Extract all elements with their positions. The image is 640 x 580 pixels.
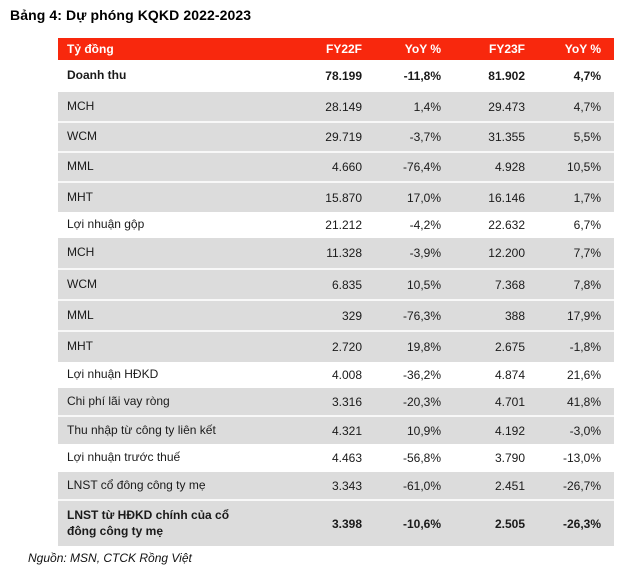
- row-label-cell: WCM: [58, 269, 240, 300]
- value-cell: 3.398: [240, 500, 362, 546]
- value-cell: 17,9%: [525, 300, 614, 331]
- table-header: [58, 38, 614, 60]
- row-label-cell: Lợi nhuận HĐKD: [67, 367, 159, 382]
- value-cell: 2.505: [441, 500, 525, 546]
- value-cell: 1,4%: [362, 92, 441, 122]
- value-cell: 2.675: [441, 331, 525, 362]
- value-cell: 41,8%: [525, 388, 614, 416]
- column-header: YoY %: [525, 38, 614, 60]
- row-label-cell: MCH: [58, 92, 240, 122]
- value-cell: -11,8%: [403, 69, 441, 83]
- value-cell: -26,7%: [525, 472, 614, 500]
- value-cell: 7,8%: [525, 269, 614, 300]
- value-cell: -3,0%: [525, 416, 614, 444]
- column-header-unit: Tỷ đồng: [58, 38, 240, 60]
- row-label-cell: Chi phí lãi vay ròng: [58, 388, 240, 416]
- value-cell: 4.701: [441, 388, 525, 416]
- value-cell: 16.146: [441, 182, 525, 212]
- value-cell: 5,5%: [525, 122, 614, 152]
- value-cell: 22.632: [488, 218, 525, 232]
- value-cell: 21.212: [325, 218, 362, 232]
- value-cell: 4.192: [441, 416, 525, 444]
- row-label-cell: Lợi nhuận gộp: [67, 217, 145, 232]
- value-cell: 29.473: [441, 92, 525, 122]
- value-cell: 10,5%: [362, 269, 441, 300]
- value-cell: 3.343: [240, 472, 362, 500]
- value-cell: 4.463: [331, 451, 362, 465]
- value-cell: 4,7%: [573, 69, 601, 83]
- value-cell: 21,6%: [566, 368, 601, 382]
- table-row: [58, 444, 614, 472]
- value-cell: 29.719: [240, 122, 362, 152]
- value-cell: -3,7%: [362, 122, 441, 152]
- table-row: [58, 331, 614, 362]
- value-cell: 19,8%: [362, 331, 441, 362]
- table-row: [58, 122, 614, 152]
- value-cell: -1,8%: [525, 331, 614, 362]
- kqkd-forecast-table: [58, 38, 614, 546]
- value-cell: -20,3%: [362, 388, 441, 416]
- value-cell: -61,0%: [362, 472, 441, 500]
- value-cell: 11.328: [240, 238, 362, 269]
- value-cell: 2.720: [240, 331, 362, 362]
- forecast-table: [58, 38, 614, 546]
- value-cell: -26,3%: [525, 500, 614, 546]
- value-cell: -13,0%: [562, 451, 601, 465]
- value-cell: -3,9%: [362, 238, 441, 269]
- value-cell: 2.451: [441, 472, 525, 500]
- source-note: Nguồn: MSN, CTCK Rồng Việt: [28, 551, 192, 565]
- value-cell: 17,0%: [362, 182, 441, 212]
- value-cell: 3.316: [240, 388, 362, 416]
- value-cell: -76,3%: [362, 300, 441, 331]
- table-row: [58, 92, 614, 122]
- row-label-cell: Thu nhập từ công ty liên kết: [58, 416, 240, 444]
- value-cell: 4.008: [331, 368, 362, 382]
- value-cell: 388: [441, 300, 525, 331]
- value-cell: 6,7%: [573, 218, 601, 232]
- row-label-cell: MCH: [58, 238, 240, 269]
- value-cell: 3.790: [494, 451, 525, 465]
- row-label-cell: LNST từ HĐKD chính của cổ đông công ty mẹ: [58, 500, 240, 546]
- table-row: [58, 269, 614, 300]
- table-row: [58, 238, 614, 269]
- value-cell: 4.660: [240, 152, 362, 182]
- value-cell: -4,2%: [409, 218, 441, 232]
- row-label-cell: MML: [58, 152, 240, 182]
- value-cell: 1,7%: [525, 182, 614, 212]
- value-cell: 329: [240, 300, 362, 331]
- value-cell: -56,8%: [402, 451, 441, 465]
- table-row: [58, 60, 614, 92]
- row-label-cell: LNST cổ đông công ty mẹ: [58, 472, 240, 500]
- table-row: [58, 362, 614, 388]
- page-title: Bảng 4: Dự phóng KQKD 2022-2023: [10, 7, 252, 23]
- table-row: [58, 472, 614, 500]
- value-cell: 7,7%: [525, 238, 614, 269]
- value-cell: 4.874: [494, 368, 525, 382]
- value-cell: 7.368: [441, 269, 525, 300]
- table-row: [58, 212, 614, 238]
- value-cell: 78.199: [325, 69, 362, 83]
- table-header-row: [58, 38, 614, 60]
- row-label-cell: WCM: [58, 122, 240, 152]
- column-header: YoY %: [362, 38, 441, 60]
- column-header: FY23F: [441, 38, 525, 60]
- table-row: [58, 500, 614, 546]
- row-label-cell: MHT: [58, 182, 240, 212]
- value-cell: 4.321: [240, 416, 362, 444]
- table-row: [58, 152, 614, 182]
- value-cell: -76,4%: [362, 152, 441, 182]
- row-label-cell: Lợi nhuận trước thuế: [67, 450, 181, 465]
- value-cell: 28.149: [240, 92, 362, 122]
- value-cell: 31.355: [441, 122, 525, 152]
- value-cell: -36,2%: [402, 368, 441, 382]
- table-row: [58, 300, 614, 331]
- value-cell: 81.902: [488, 69, 525, 83]
- column-header: FY22F: [240, 38, 362, 60]
- row-label-cell: Doanh thu: [67, 68, 127, 83]
- table-body: [58, 60, 614, 546]
- table-row: [58, 416, 614, 444]
- value-cell: 12.200: [441, 238, 525, 269]
- value-cell: -10,6%: [362, 500, 441, 546]
- row-label-cell: MHT: [58, 331, 240, 362]
- table-row: [58, 388, 614, 416]
- table-row: [58, 182, 614, 212]
- value-cell: 4,7%: [525, 92, 614, 122]
- value-cell: 6.835: [240, 269, 362, 300]
- value-cell: 10,9%: [362, 416, 441, 444]
- row-label-cell: MML: [58, 300, 240, 331]
- value-cell: 10,5%: [525, 152, 614, 182]
- value-cell: 15.870: [240, 182, 362, 212]
- value-cell: 4.928: [441, 152, 525, 182]
